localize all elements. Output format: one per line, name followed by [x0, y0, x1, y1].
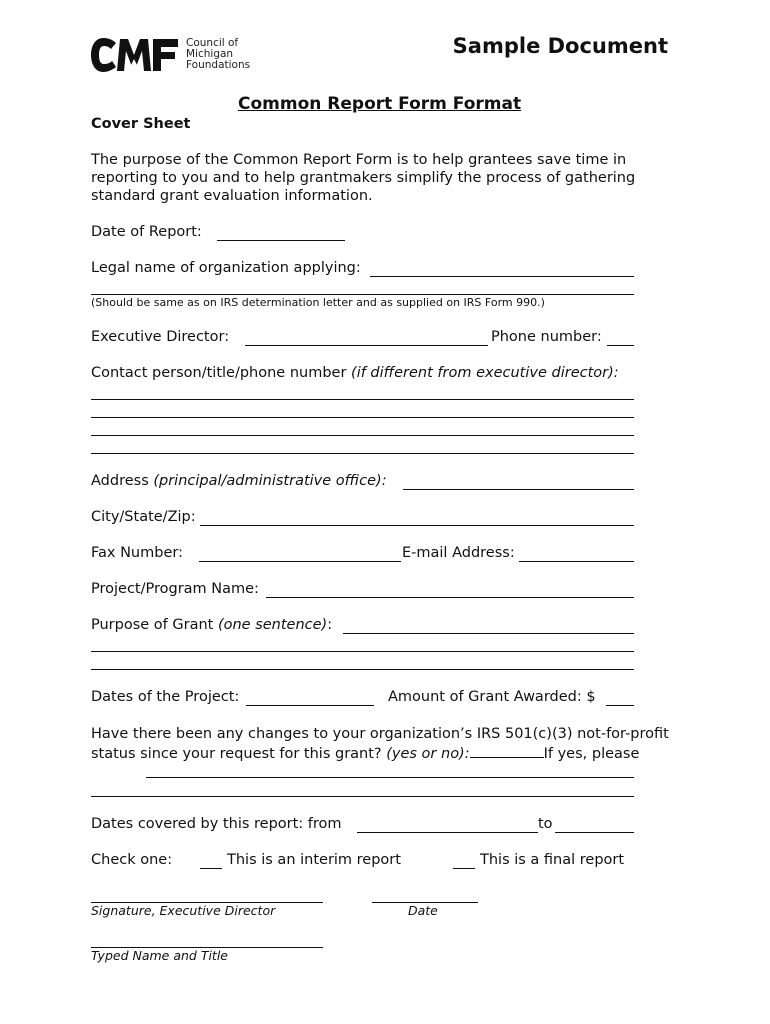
project-field[interactable]: [266, 597, 634, 598]
irs-question-end: If yes, please: [543, 746, 640, 762]
section-heading: Cover Sheet: [91, 116, 191, 132]
contact-field[interactable]: [91, 417, 634, 418]
dates-project-label: Dates of the Project:: [91, 689, 240, 705]
logo-org-line: Foundations: [186, 59, 251, 71]
contact-note: (if different from executive director):: [351, 365, 619, 381]
phone-field[interactable]: [607, 345, 634, 346]
interim-checkbox[interactable]: [200, 868, 222, 869]
typed-name-caption: Typed Name and Title: [91, 948, 228, 963]
amount-label: Amount of Grant Awarded: $: [388, 689, 596, 705]
contact-field[interactable]: [91, 435, 634, 436]
fax-label: Fax Number:: [91, 545, 183, 561]
address-note: (principal/administrative office):: [153, 473, 387, 489]
logo-org-line: Michigan: [186, 48, 234, 60]
legal-name-label: Legal name of organization applying:: [91, 260, 361, 276]
city-field[interactable]: [200, 525, 634, 526]
email-label: E-mail Address:: [402, 545, 515, 561]
address-label: Address: [91, 473, 149, 489]
irs-question: [91, 725, 691, 763]
purpose-grant-colon: :: [327, 617, 333, 633]
purpose-grant-label: Purpose of Grant: [91, 617, 214, 633]
irs-question-note: (yes or no):: [386, 746, 470, 762]
final-checkbox[interactable]: [453, 868, 475, 869]
signature-caption: Signature, Executive Director: [91, 903, 276, 918]
irs-question-text: Have there been any changes to your organization’s IRS 501(c)(3) not-for-profit status since your request for this grant?: [91, 726, 669, 762]
check-one-label: Check one:: [91, 852, 173, 868]
address-label-row: [91, 473, 387, 489]
dates-covered-from-field[interactable]: [357, 832, 538, 833]
executive-director-label: Executive Director:: [91, 329, 230, 345]
cmf-logo: [90, 37, 251, 73]
contact-field[interactable]: [91, 399, 634, 400]
dates-covered-label: Dates covered by this report: from: [91, 816, 342, 832]
fax-field[interactable]: [199, 561, 401, 562]
dates-project-field[interactable]: [246, 705, 374, 706]
contact-field[interactable]: [91, 453, 634, 454]
contact-label-row: [91, 365, 619, 381]
amount-field[interactable]: [606, 705, 634, 706]
project-label: Project/Program Name:: [91, 581, 259, 597]
logo-org-name: [186, 38, 250, 71]
cmf-logo-mark: [90, 37, 182, 73]
legal-name-note: (Should be same as on IRS determination letter and as supplied on IRS Form 990.): [91, 296, 545, 309]
contact-label: Contact person/title/phone number: [91, 365, 347, 381]
interim-option-label: This is an interim report: [227, 852, 401, 868]
purpose-grant-note: (one sentence): [217, 617, 328, 633]
legal-name-field[interactable]: [370, 276, 634, 277]
address-field[interactable]: [403, 489, 634, 490]
city-label: City/State/Zip:: [91, 509, 196, 525]
purpose-grant-field-2[interactable]: [91, 651, 634, 652]
dates-covered-to-field[interactable]: [555, 832, 634, 833]
phone-label: Phone number:: [491, 329, 602, 345]
logo-org-line: Council of: [186, 37, 239, 49]
document-label: Sample Document: [452, 34, 668, 58]
executive-director-field[interactable]: [245, 345, 488, 346]
form-title: Common Report Form Format: [238, 94, 522, 114]
purpose-grant-label-row: [91, 617, 332, 633]
date-caption: Date: [408, 903, 438, 918]
date-of-report-field[interactable]: [217, 240, 345, 241]
legal-name-field-2[interactable]: [91, 294, 634, 295]
purpose-grant-field[interactable]: [343, 633, 634, 634]
email-field[interactable]: [519, 561, 634, 562]
final-option-label: This is a final report: [480, 852, 625, 868]
dates-covered-to-label: to: [538, 816, 553, 832]
purpose-grant-field-3[interactable]: [91, 669, 634, 670]
yes-no-field[interactable]: [470, 743, 544, 758]
purpose-paragraph: The purpose of the Common Report Form is to help grantees save time in reporting to you and to help grantmakers simplify the process of gathering standard grant evaluation information.: [91, 152, 636, 204]
date-of-report-label: Date of Report:: [91, 224, 202, 240]
irs-explain-field[interactable]: [146, 777, 634, 778]
irs-explain-field-2[interactable]: [91, 796, 634, 797]
